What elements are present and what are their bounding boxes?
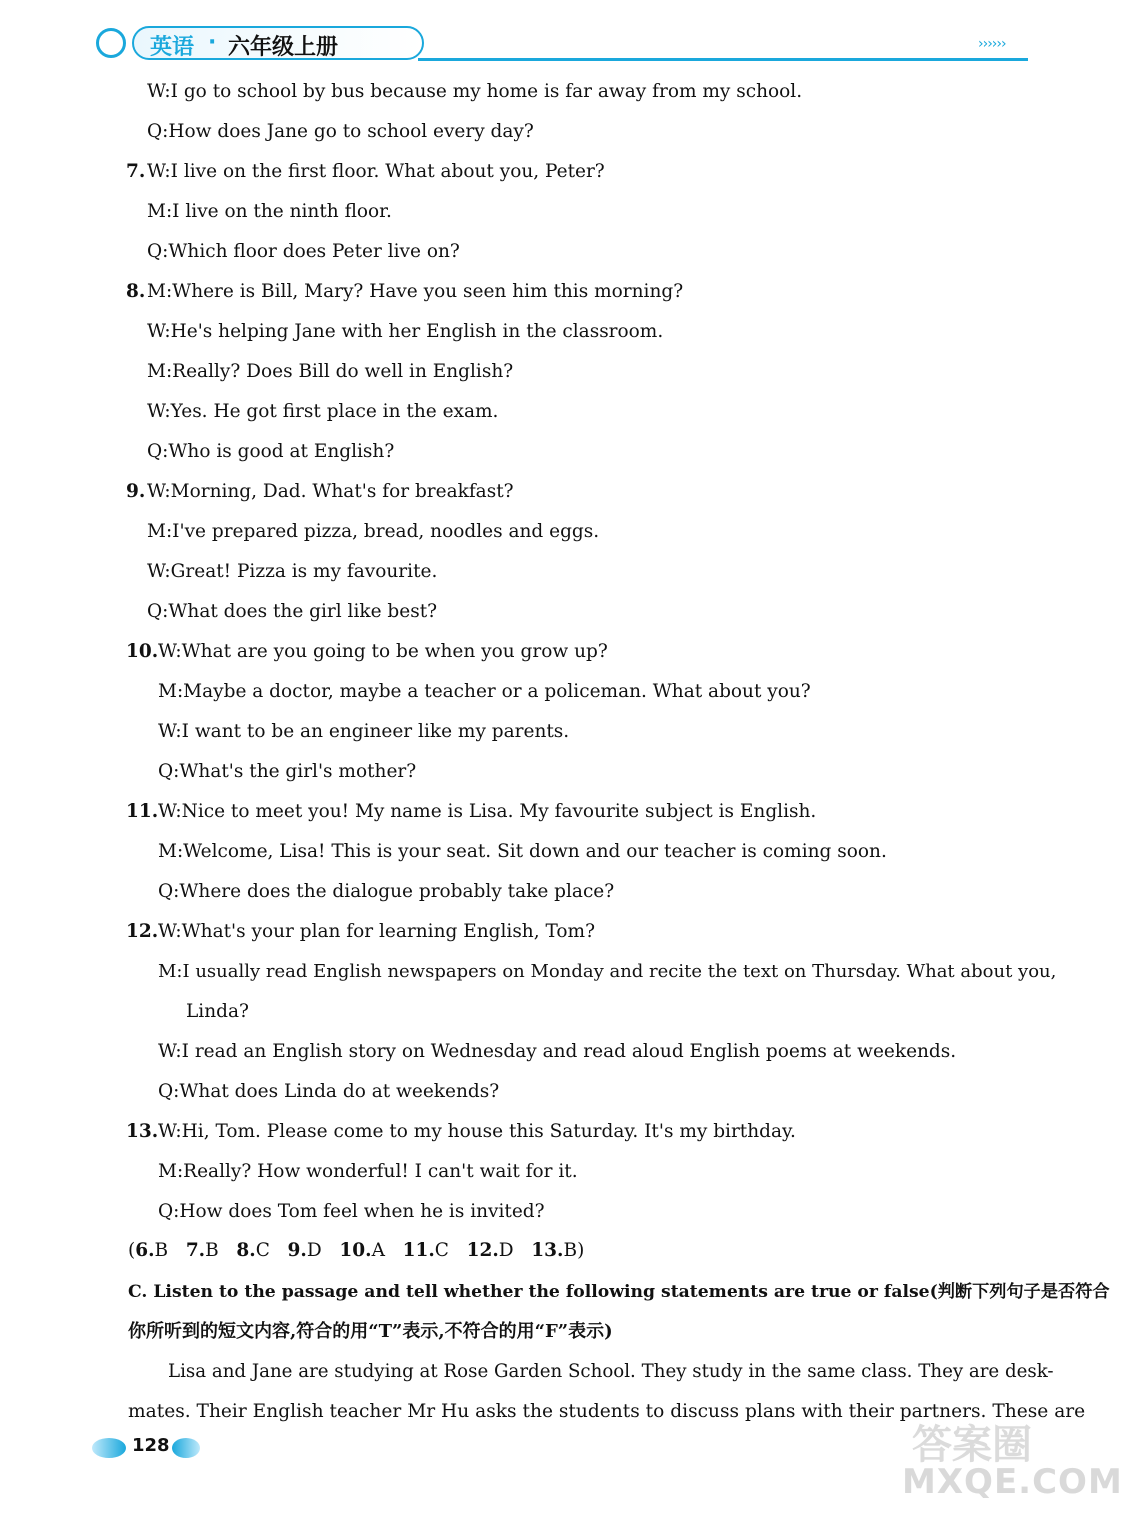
- dialogue-line: Linda?: [186, 1001, 249, 1022]
- watermark-logo: [912, 1418, 1062, 1468]
- dialogue-line: W:Great! Pizza is my favourite.: [147, 561, 438, 582]
- answer-letter: B: [205, 1240, 219, 1261]
- item-number: 7.: [126, 161, 146, 182]
- section-c-heading: C. Listen to the passage and tell whether the following statements are true or false(判断下列句子是否符合: [128, 1282, 1110, 1302]
- dialogue-line: W:Hi, Tom. Please come to my house this Saturday. It's my birthday.: [158, 1121, 796, 1142]
- item-number: 8.: [126, 281, 146, 302]
- answer-letter: C: [434, 1240, 449, 1261]
- dialogue-line: M:Really? How wonderful! I can't wait for it.: [158, 1161, 578, 1182]
- dialogue-line: M:Maybe a doctor, maybe a teacher or a policeman. What about you?: [158, 681, 811, 702]
- dialogue-line: W:Yes. He got first place in the exam.: [147, 401, 499, 422]
- dialogue-line: Q:Which floor does Peter live on?: [147, 241, 460, 262]
- dialogue-line: M:I've prepared pizza, bread, noodles and eggs.: [147, 521, 600, 542]
- header-rule: [418, 58, 1028, 61]
- answer-number: 6.: [135, 1240, 155, 1261]
- dialogue-line: W:What's your plan for learning English, Tom?: [158, 921, 595, 942]
- item-number: 10.: [126, 641, 159, 662]
- answer-number: 7.: [185, 1240, 206, 1261]
- dialogue-line: M:I usually read English newspapers on Monday and recite the text on Thursday. What about you,: [158, 961, 1057, 982]
- dialogue-line: W:Morning, Dad. What's for breakfast?: [147, 481, 514, 502]
- watermark-logo-text: 答案圈: [912, 1422, 1032, 1468]
- answer-close: ): [577, 1240, 585, 1261]
- dialogue-line: Q:How does Tom feel when he is invited?: [158, 1201, 545, 1222]
- page-header: [0, 0, 1080, 70]
- dialogue-line: Q:Who is good at English?: [147, 441, 395, 462]
- dialogue-line: W:I read an English story on Wednesday and read aloud English poems at weekends.: [158, 1041, 957, 1062]
- dialogue-line: W:He's helping Jane with her English in the classroom.: [147, 321, 664, 342]
- answer-open: (: [128, 1240, 136, 1261]
- answer-letter: D: [498, 1240, 514, 1261]
- answer-key: [128, 1239, 584, 1263]
- dialogue-line: Q:What does the girl like best?: [147, 601, 438, 622]
- answer-number: 9.: [287, 1240, 307, 1261]
- page-number-right-ornament: [172, 1438, 200, 1458]
- answer-number: 13.: [531, 1240, 564, 1261]
- watermark-text: MXQE.COM: [902, 1462, 1123, 1502]
- answer-number: 12.: [466, 1240, 499, 1261]
- magnifier-icon: [96, 28, 126, 58]
- dialogue-line: W:I live on the first floor. What about you, Peter?: [147, 161, 605, 182]
- dialogue-line: M:Welcome, Lisa! This is your seat. Sit down and our teacher is coming soon.: [158, 841, 887, 862]
- answer-letter: C: [255, 1240, 270, 1261]
- section-c-heading-cont: 你所听到的短文内容,符合的用“T”表示,不符合的用“F”表示): [128, 1321, 613, 1342]
- dialogue-line: W:I want to be an engineer like my parents.: [158, 721, 570, 742]
- item-number: 12.: [126, 921, 159, 942]
- dialogue-line: Q:How does Jane go to school every day?: [147, 121, 534, 142]
- answer-letter: A: [371, 1240, 385, 1261]
- page-number: 128: [132, 1435, 170, 1456]
- dialogue-line: W:What are you going to be when you grow up?: [158, 641, 608, 662]
- page-number-left-ornament: [92, 1438, 126, 1458]
- dialogue-line: Q:What does Linda do at weekends?: [158, 1081, 500, 1102]
- header-grade: 六年级上册: [228, 35, 339, 60]
- passage-line: Lisa and Jane are studying at Rose Garden School. They study in the same class. They are desk-: [168, 1361, 1054, 1382]
- answer-number: 8.: [236, 1240, 256, 1261]
- passage-line: mates. Their English teacher Mr Hu asks the students to discuss plans with their partners. These are: [128, 1401, 1086, 1422]
- item-number: 13.: [126, 1121, 159, 1142]
- answer-letter: B: [563, 1240, 578, 1261]
- dialogue-line: M:Where is Bill, Mary? Have you seen him this morning?: [147, 281, 684, 302]
- header-separator: ·: [208, 30, 217, 55]
- chevrons-icon: ››››››: [978, 36, 1006, 52]
- answer-letter: B: [154, 1240, 169, 1261]
- dialogue-line: W:Nice to meet you! My name is Lisa. My favourite subject is English.: [158, 801, 817, 822]
- dialogue-line: M:Really? Does Bill do well in English?: [147, 361, 514, 382]
- dialogue-line: M:I live on the ninth floor.: [147, 201, 392, 222]
- dialogue-line: W:I go to school by bus because my home is far away from my school.: [147, 81, 803, 102]
- item-number: 11.: [126, 801, 159, 822]
- answer-number: 10.: [339, 1240, 372, 1261]
- dialogue-line: Q:What's the girl's mother?: [158, 761, 417, 782]
- answer-letter: D: [306, 1240, 322, 1261]
- dialogue-line: Q:Where does the dialogue probably take place?: [158, 881, 615, 902]
- item-number: 9.: [126, 481, 146, 502]
- header-subject: 英语: [150, 35, 195, 60]
- answer-number: 11.: [402, 1240, 435, 1261]
